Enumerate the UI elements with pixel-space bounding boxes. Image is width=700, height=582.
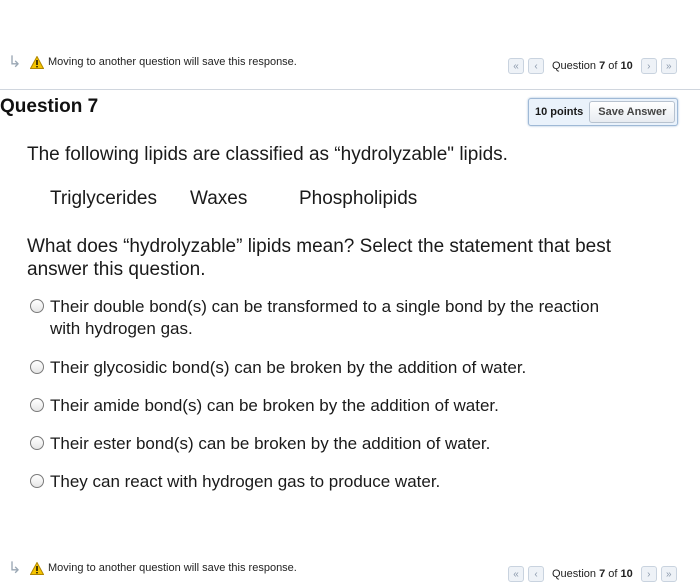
lipid-item: Phospholipids	[299, 188, 418, 209]
answer-option-text: Their glycosidic bond(s) can be broken by the addition of water.	[50, 358, 527, 377]
warning-icon	[30, 56, 44, 69]
first-question-icon[interactable]: «	[508, 566, 524, 582]
answer-option[interactable]	[30, 296, 630, 340]
bottom-question-counter: Question 7 of 10	[552, 568, 633, 580]
radio-button[interactable]	[30, 360, 44, 374]
answer-option-text: Their ester bond(s) can be broken by the addition of water.	[50, 434, 491, 453]
radio-button[interactable]	[30, 474, 44, 488]
warning-icon	[30, 562, 44, 575]
question-counter: Question 7 of 10	[552, 60, 633, 72]
next-question-icon[interactable]: ›	[641, 58, 657, 74]
previous-question-icon[interactable]: ‹	[528, 566, 544, 582]
first-question-icon[interactable]: «	[508, 58, 524, 74]
question-prompt: What does “hydrolyzable” lipids mean? Select the statement that best answer this question.	[27, 236, 612, 280]
last-question-icon[interactable]: »	[661, 58, 677, 74]
question-title: Question 7	[0, 96, 99, 117]
points-box	[528, 98, 678, 126]
save-notice	[8, 52, 297, 72]
previous-question-icon[interactable]: ‹	[528, 58, 544, 74]
save-notice-text: Moving to another question will save this response.	[48, 56, 297, 68]
answer-option-text: Their amide bond(s) can be broken by the addition of water.	[50, 396, 499, 415]
points-value: 10 points	[535, 106, 584, 118]
answer-option[interactable]	[30, 395, 630, 417]
return-arrow-icon: ↳	[8, 54, 22, 71]
question-intro: The following lipids are classified as “hydrolyzable" lipids.	[27, 144, 508, 165]
answer-option[interactable]	[30, 433, 630, 455]
bottom-question-navigation	[506, 566, 679, 582]
lipid-item: Triglycerides	[50, 188, 157, 209]
next-question-icon[interactable]: ›	[641, 566, 657, 582]
bottom-save-notice-text: Moving to another question will save this response.	[48, 562, 297, 574]
answer-option-text: They can react with hydrogen gas to produce water.	[50, 472, 441, 491]
radio-button[interactable]	[30, 299, 44, 313]
radio-button[interactable]	[30, 398, 44, 412]
last-question-icon[interactable]: »	[661, 566, 677, 582]
header-divider	[0, 89, 700, 90]
question-navigation	[506, 58, 679, 74]
lipid-list	[50, 188, 417, 210]
return-arrow-icon: ↳	[8, 560, 22, 577]
radio-button[interactable]	[30, 436, 44, 450]
answer-option-text: Their double bond(s) can be transformed to a single bond by the reaction with hydrogen gas.	[50, 297, 600, 338]
lipid-item: Waxes	[190, 188, 248, 209]
bottom-save-notice	[8, 558, 297, 578]
answer-option[interactable]	[30, 471, 630, 493]
answer-option[interactable]	[30, 357, 630, 379]
save-answer-button[interactable]: Save Answer	[589, 101, 675, 123]
